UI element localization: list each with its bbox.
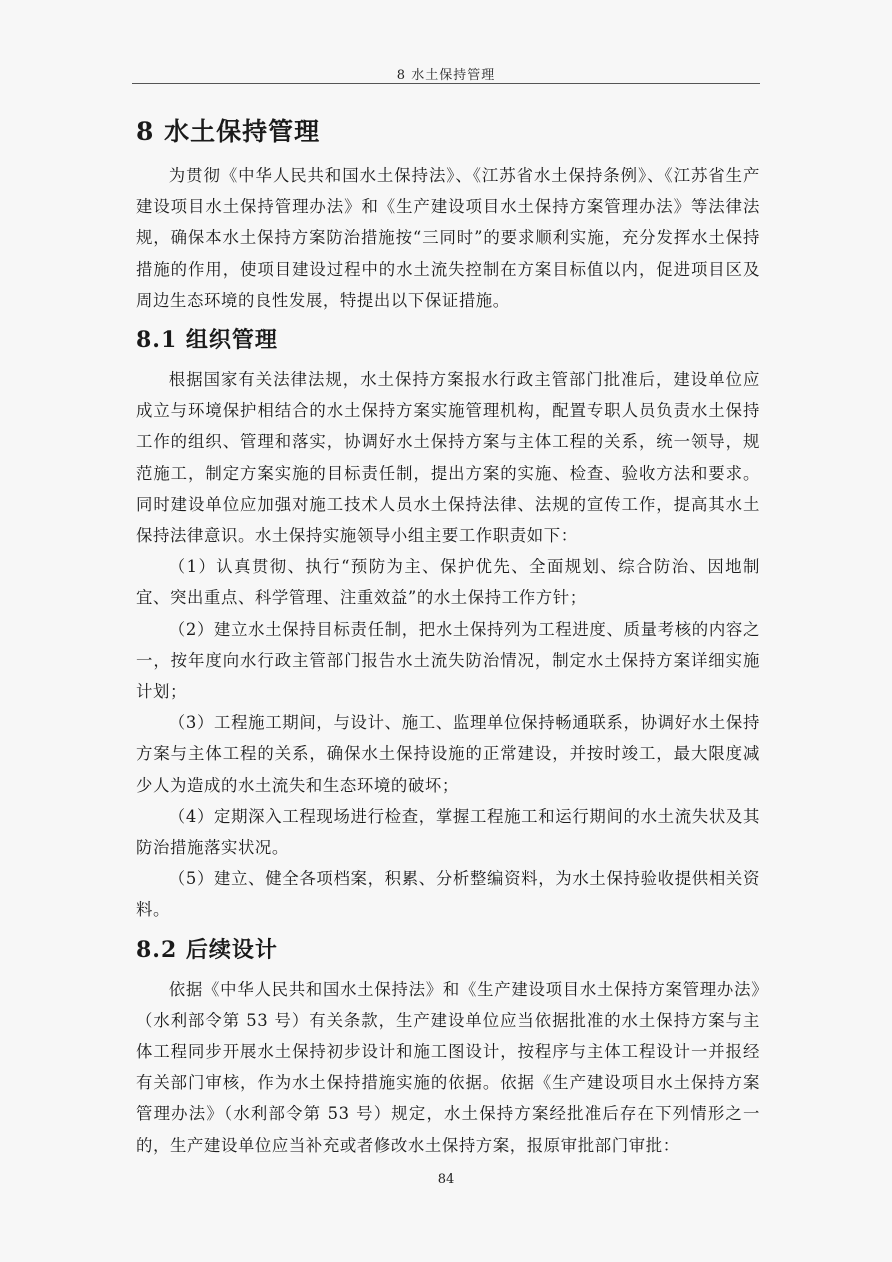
header-divider	[132, 83, 760, 84]
duty-item-4: （4）定期深入工程现场进行检查，掌握工程施工和运行期间的水土流失状及其防治措施落实状况。	[136, 806, 760, 858]
follow-up-design-paragraph: 依据《中华人民共和国水土保持法》和《生产建设项目水土保持方案管理办法》（水利部令第 53 号）有关条款，生产建设单位应当依据批准的水土保持方案与主体工程同步开展水土保持初步设计和施工图设计，按程序与主体工程设计一并报经有关部门审核，作为水土保持措施实施的依据。依据《生产建设项目水土保持方案管理办法》（水利部令第 53 号）规定，水土保持方案经批准后存在下列情形之一的，生产建设单位应当补充或者修改水土保持方案，报原审批部门审批：	[136, 979, 760, 1155]
subsection-heading-8-2: 8.2 后续设计	[136, 936, 278, 963]
page-body	[136, 112, 760, 1161]
page-number: 84	[437, 1172, 455, 1187]
duty-item-1: （1）认真贯彻、执行“预防为主、保护优先、全面规划、综合防治、因地制宜、突出重点、科学管理、注重效益”的水土保持工作方针；	[136, 557, 760, 608]
subsection-heading-8-1: 8.1 组织管理	[136, 327, 278, 354]
intro-paragraph: 为贯彻《中华人民共和国水土保持法》、《江苏省水土保持条例》、《江苏省生产建设项目水土保持管理办法》和《生产建设项目水土保持方案管理办法》等法律法规，确保本水土保持方案防治措施按“三同时”的要求顺利实施，充分发挥水土保持措施的作用，使项目建设过程中的水土流失控制在方案目标值以内，促进项目区及周边生态环境的良性发展，特提出以下保证措施。	[136, 166, 760, 310]
section-heading: 8 水土保持管理	[136, 117, 321, 146]
duty-item-5: （5）建立、健全各项档案，积累、分析整编资料，为水土保持验收提供相关资料。	[136, 869, 760, 920]
duty-item-3: （3）工程施工期间，与设计、施工、监理单位保持畅通联系，协调好水土保持方案与主体工程的关系，确保水土保持设施的正常建设，并按时竣工，最大限度减少人为造成的水土流失和生态环境的破坏；	[136, 713, 760, 795]
duty-item-2: （2）建立水土保持目标责任制，把水土保持列为工程进度、质量考核的内容之一，按年度向水行政主管部门报告水土流失防治情况，制定水土保持方案详细实施计划；	[136, 619, 760, 702]
running-header: 8 水土保持管理	[396, 68, 496, 83]
organization-paragraph: 根据国家有关法律法规，水土保持方案报水行政主管部门批准后，建设单位应成立与环境保护相结合的水土保持方案实施管理机构，配置专职人员负责水土保持工作的组织、管理和落实，协调好水土保持方案与主体工程的关系，统一领导，规范施工，制定方案实施的目标责任制，提出方案的实施、检查、验收方法和要求。同时建设单位应加强对施工技术人员水土保持法律、法规的宣传工作，提高其水土保持法律意识。水土保持实施领导小组主要工作职责如下：	[136, 370, 760, 546]
